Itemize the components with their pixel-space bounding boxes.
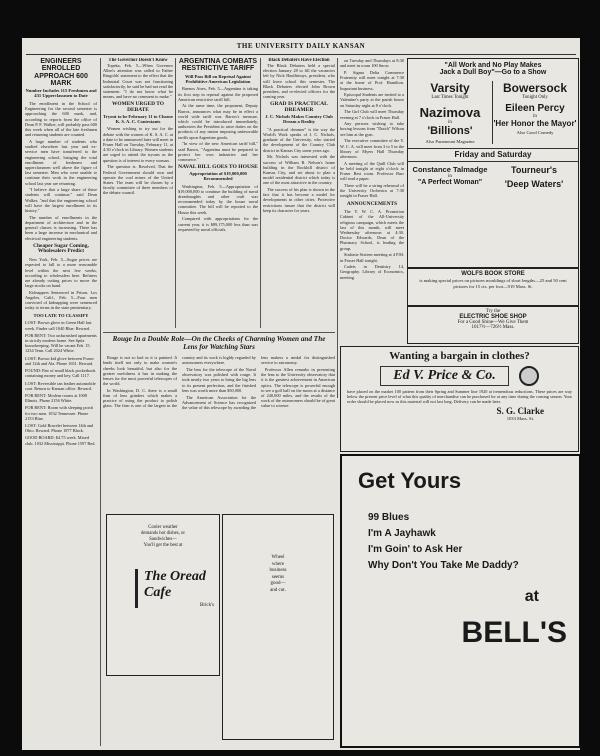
paragraph: The number of enrollments in the department of architecture and in the general classes is increasing. There has been a large increase in mechanical and electrical engineering students. [25,214,97,241]
column-divider [175,58,176,328]
paragraph: The success of his plan is shown in the fact that it has become a model for developments in other cities. Protective restrictions insure that the district will keep its character for years. [263,187,335,213]
paragraph: The enrollment in the School of Engineering for the second semester is approaching the 600 mark, and, according to reports from the office of Dean P. F. Walker, will probably pass 600 this week when all of the late freshmen and returning students are counted. [25,101,97,138]
classified-ad: LOST: Gold Bracelet between 14th and Ohio. Reward. Phone 1877 Black. [25,422,94,434]
cafe-name-block [135,569,214,608]
wheel-line: good— [270,581,286,586]
teaser-line: demands hot dishes, or [141,531,185,536]
debaters-body [263,63,335,99]
paragraph: Rouge is not so bad as it is painted. It lends itself not only to make women's cheeks look beautiful, but also for the greater usefulness it has in making the lenses for the most powerful telescopes of the world. [103,355,177,387]
grad-headline: GRAD IS PRACTICAL DREAMER [270,101,328,114]
governor-headline: The Governor Doesn't Know [108,58,168,63]
bowersock-column [493,81,577,144]
clarke-name: S. G. Clarke [496,406,544,417]
announcements-body [340,209,404,280]
classified-ad: GOOD BOARD: $4.75 week. Mixed club. 1032 Mississippi. Phone 1597 Red. [25,435,96,446]
bowersock-also: Also Good Comedy [516,129,554,135]
paragraph: A large number of students who studied elsewhere last year and ex-service men have transferred to the engineering school, bringing the total enrollment of freshmen and upperclassmen well above the figure of last semester. Men who were unable to continue their work in the engineering school last year are returning. [25,138,97,186]
column-divider [100,58,101,746]
cafe-owner: Brick's [200,603,214,608]
notices-body [340,58,404,199]
debaters-headline: Black Debaters Have Election [268,58,330,63]
paragraph: The Girl Club will meet Thursday evening at 7 o'clock in Fraser Hall. [340,109,404,120]
governor-body [103,63,173,99]
bells-top: Get Yours [358,468,462,493]
bowersock-star-2: Tourneur's [511,165,557,176]
classified-ad: LOST: Reversible tan leather automobile coat. Return to Kansan office. Reward. [25,380,96,391]
theater-columns [408,81,578,144]
shoe-line-3: For a Good Shine—We Give Them [457,320,529,326]
paragraph: Cadets in Dentistry 14, Geography. Library of Economics, meeting. [340,264,404,280]
women-debate-body [103,126,173,195]
bells-ad [340,454,580,748]
paragraph: Mr. Nichols was interested with the success of William R. Nelson's home building in the Rockhill district of Kansas City, and set about to plan a model residential district which today is one of the most attractive in the country. [263,154,335,186]
bowersock-star: Eileen Percy [505,102,565,114]
paragraph: The American Association for the Advancement of Science has recognized the value of this telescope by awarding the lens makers a medal for distinguished service to astronomy. [182,355,335,410]
column-divider [260,58,261,328]
wheel-line: seems [271,574,285,580]
engineers-body [25,101,97,241]
teaser-line: Sandwiches— [149,537,177,542]
shoe-line-2: ELECTRIC SHOE SHOP [459,314,527,320]
paragraph: "In view of the new American tariff bill," said Barros, "Argentina must be prepared to protect her own industries and her commerce." [178,141,258,162]
teaser-line: Cooler weather [148,525,178,530]
argentina-headline: ARGENTINA COMBATS RESTRICTIVE TARIFF [178,58,258,73]
shoe-line-4: 1017½—726½ Mass. [471,325,515,331]
shoe-line-1: Try the [485,309,501,314]
naval-headline: NAVAL BILL GOES TO HOUSE [178,164,258,171]
rouge-article [103,332,335,509]
bowersock-in: in [533,113,537,119]
classifieds [25,320,97,445]
wolfs-ad [407,268,579,306]
paragraph: Sinfonie Sixteen meeting at 4 P.M. in Fraser Hall tonight. [340,252,404,263]
paragraph: The executive committee of the Y. W. C. A. will meet from 3 to 5 in the library of Myers Hall Thursday afternoon. [340,138,404,159]
naval-subhead: Appropriation of $19,000,000 Recommended [189,171,247,181]
paragraph: Kidnappers Sentenced in Prison. Los Angeles, Calif., Feb. 5—Four men convicted of kidnapping were sentenced today to terms in the state penitentiary. [25,289,97,311]
column-3 [178,58,258,328]
cafe-name: The Oread Cafe [144,569,206,600]
cafe-teaser [107,525,219,549]
varsity-star-2: Constance Talmadge [412,165,488,175]
varsity-name: Varsity [430,80,470,95]
wheel-text [223,555,333,594]
classified-ad: FOR RENT: Two unfurnished apartments in strictly modern home. See Spitz housekeeping. Will be vacant Feb. 15. 1234 Tenn. Call 2024 White. [25,332,97,354]
paragraph: Women wishing to try out for the debate with the women of K. S. A. C. at a date to be announced later will meet in Fraser Hall on Tuesday, February 11, at 4:30 o'clock in Library. Women students are urged to attend the tryouts as the question is of interest to every woman. [103,126,173,163]
price-seal-icon [519,366,539,386]
paragraph: The Black Debaters held a special election January 28 to fill the vacancies left by Nick Haulfiniuys, president, who will leave school this semester. The Black Debaters elected John Brown president, and re-elected officers for the coming year. [263,63,335,100]
argentina-body [178,86,258,162]
varsity-title-2: "A Perfect Woman" [417,179,483,187]
women-debate-subhead: Tryout to be February 11 to Choose K. S. A. C. Contestants [103,113,173,124]
classified-ad: FOR RENT: Modern rooms at 1008 Illinois. Phone 2156 White. [25,392,87,404]
shoe-shop-ad [407,306,579,344]
paragraph: The Y. W. C. A. Promotion Cabinet of the All-University religious campaign, which meets the last of this month, will meet Wednesday afternoon at 4:30. Doctor Edwards, Dean of the Pharmacy School, is leading the group. [340,209,404,251]
varsity-star: Nazimova [419,104,481,120]
paragraph: "A practical dreamer" is the way the World's Work speaks of J. C. Nichols, graduate of the University, who started the development of the Country Club district in Kansas City some years ago. [263,126,335,153]
naval-body [178,184,258,232]
classified-ad: LOST: Brown glove in Green Hall last week. Finder call 1040 Blue. Reward. [25,320,92,331]
sugar-headline: Cheaper Sugar Coming, Wholesalers Predict [33,242,89,255]
clarke-ad [340,346,579,452]
varsity-times: Last Times Tonight [431,94,469,100]
theater-days: Friday and Saturday [408,148,578,162]
price-logo [341,366,578,386]
varsity-column-2 [408,165,492,189]
price-logo-script: Ed V. Price & Co. [380,366,508,386]
varsity-in: in [448,119,452,125]
paragraph: on Tuesday and Thursdays at 8:30 and meet in room 100 Snow. [340,58,404,69]
varsity-also: Also Paramount Magazine [425,138,475,144]
wheel-line: Wheel [271,555,285,560]
paragraph: Buenos Aires, Feb. 5—Argentina is taking its first step in reprisal against the proposed American restrictive tariff bill. [178,86,258,102]
paragraph: The question is: Resolved, That the Federal Government should own and operate the coal mines of the United States. The team will be chosen by a faculty committee of three members of the debate council. [103,164,173,196]
bells-store: BELL'S [461,616,567,649]
bells-at: at [524,588,539,605]
paragraph: At the same time, the proponent, Deputy Barros, announces what may be in effect a world wide tariff war. Barros's measure, which could be introduced immediately, authorizes the President to raise duties on the products of any nation imposing unfavorable tariffs upon Argentine goods. [178,103,258,140]
paragraph: P. Sigma Delta Commerce Fraternity will meet tonight at 7:30 at the home of Prof. Hamilton. Important business. [340,69,404,91]
varsity-column [408,81,493,144]
song-line: Why Don't You Take Me Daddy? [368,560,519,571]
song-line: I'm Goin' to Ask Her [368,544,463,555]
paragraph: Any persons wishing to take boxing lessons from "Dutch" Wilson see him at the gym. [340,121,404,137]
column-1 [25,58,97,746]
women-debate-headline: WOMEN URGED TO DEBATE [112,101,164,114]
engineers-headline: ENGINEERS ENROLLED APPROACH 600 MARK [34,58,88,88]
paragraph: "I believe that a large share of these students will continue," said Dean Walker, "and that the engineering school will have the largest enrollment in its history." [25,187,97,214]
wheel-line: business [269,568,287,573]
paragraph: There will be a string rehearsal of the University Orchestra at 7:30 tonight in Fraser Hall. [340,182,404,199]
classified-ad: LOST: Brown kid glove between Fraser and 12th and Ala. Phone 1651. Reward. [25,355,94,366]
wolfs-name: WOLFS BOOK STORE [461,271,525,277]
wolfs-body: is making special prices on pictures mouldings of short lengths—25 and 50 cent pictures for 15 cts. per foot—919 Mass. St. [419,278,567,289]
theater-slogan-2: Jack a Dull Boy"—Go to a Show [439,69,547,77]
wheel-line: where [271,561,285,567]
column-2 [103,58,173,328]
engineers-subhead: Number Includes 115 Freshmen and 431 Upperclassmen to Date [25,88,97,99]
newspaper-page [22,38,580,750]
wheel-line: and cut. [270,587,286,593]
classified-ad: FOR RENT: Room with sleeping porch for two men. 1032 Tennessee. Phone 2153 Blue. [25,405,94,421]
announcements-title: ANNOUNCEMENTS [346,200,398,207]
classified-title: TOO LATE TO CLASSIFY [33,312,89,318]
paragraph: A meeting of the Quill Club will be held tonight at eight o'clock in Fraser Rest room. Professor Burr will read a paper. [340,160,404,182]
paragraph: The lens for the telescope of the Naval observatory was polished with rouge. It took nearly two years to bring the big lens to its present perfection, and the finished lens was worth more than $50,000. [182,367,256,393]
paragraph: Compared with appropriations for the current year, it is $89,175,000 less than was requested by naval officials. [178,216,258,232]
song-line: I'm A Jayhawk [368,528,436,539]
paragraph: Episcopal Students are invited to a Valentine's party at the parish house on Saturday night at 8 o'clock. [340,92,404,108]
oread-cafe-ad [106,514,220,676]
bowersock-title-2: 'Deep Waters' [504,179,564,190]
paragraph: New York, Feb. 5—Sugar prices are expected to fall to a more reasonable level within the next few weeks, according to wholesalers here. Refiners are already cutting prices to move the large stocks on hand. [25,257,97,289]
grad-subhead: J. C. Nichols Makes Country Club Dream a Reality [265,114,333,124]
theater-ad [407,58,579,268]
classified-ad: FOUND: Pair of small black pocketbook containing money and key. Call 1117. [25,368,96,379]
rouge-headline: Rouge In a Double Role—On the Cheeks of Charming Women and The Lens for Watching Stars [112,335,326,351]
clarke-headline: Wanting a bargain in clothes? [389,350,530,362]
bells-songs [368,510,579,574]
song-line: 99 Blues [368,512,410,523]
column-divider [337,58,338,398]
bowersock-name: Bowersock [502,80,568,95]
sugar-body [25,257,97,311]
argentina-subhead: Will Pass Bill on Reprisal Against Prohibitive American Legislation [185,73,251,84]
paragraph: Washington, Feb. 5—Appropriation of $19,000,000 to continue the building of naval dreadnaughts and other craft was recommended today by the house naval committee. The bill will be reported to the House this week. [178,183,258,215]
bowersock-times: Tonight Only [522,94,548,100]
rouge-body [103,355,335,410]
clarke-address: 1033 Mass. St. [506,416,534,422]
bowersock-column-2 [492,165,576,189]
theater-slogan-1: "All Work and No Play Makes [444,62,542,69]
grad-body [263,127,335,213]
wheel-ad [222,514,334,740]
teaser-line: You'll get the best at [143,543,183,548]
bowersock-title: 'Her Honor the Mayor' [493,118,577,128]
clarke-body: have placed on the market 100 pattern from their Spring and Summer line 1920 at tremendous reductions. These prices are way below the present price level of what this quality of merchandise can be purchased for at any time during the coming season. Your order should be placed now as this material will not last long. Delivery can be made later. [347,388,572,404]
theater-columns-2 [408,165,578,189]
paragraph: Professor Allen remarks in presenting the lens to the University observatory that it is the greatest achievement in American optics. The telescope is powerful enough to see a golf ball on the moon at a distance of 240,000 miles, and the results of the work of the astronomers should be of great value to science. [261,367,335,409]
paragraph: In Washington, D. C. there is a small firm of lens grinders which makes a practice of using the product to polish glass. The firm is one of the largest in the country and its work is highly regarded by astronomers everywhere. [103,355,256,409]
masthead: THE UNIVERSITY DAILY KANSAN [236,42,366,50]
varsity-in-2: in [448,174,452,180]
paragraph: Topeka, Feb. 5—When Governor Allen's attention was called to Father Ringolds' statement to the effect that the Industrial Court was not functioning satisfactorily, he said he had not read the statement. "I do not know what he means, and have no comment to make." [103,63,173,100]
varsity-title: 'Billions' [427,124,473,137]
masthead-rule [26,54,576,55]
